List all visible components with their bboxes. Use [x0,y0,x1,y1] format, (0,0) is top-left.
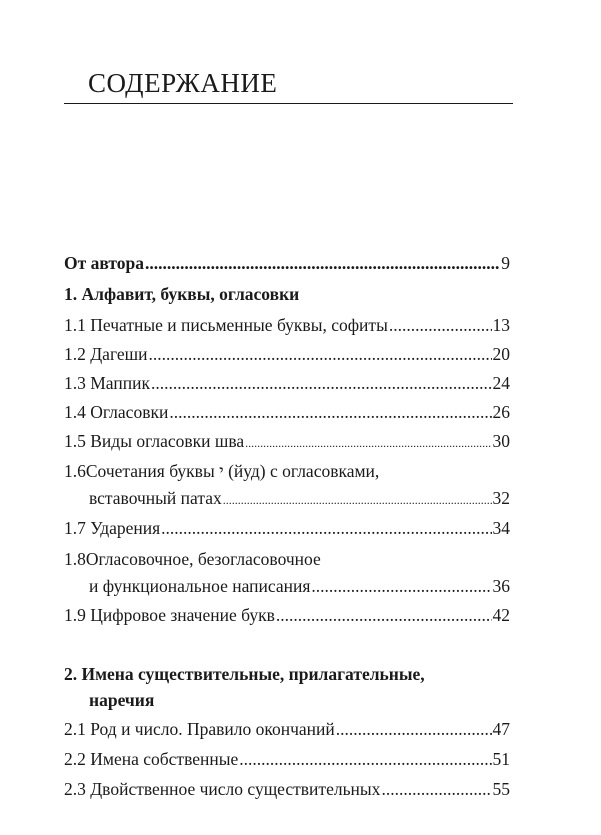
dot-leader [245,434,491,452]
dot-leader [223,491,492,509]
toc-entry-page: 47 [492,719,510,739]
dot-leader [239,748,491,770]
toc-entry-page: 26 [492,402,510,422]
toc-entry-title: Виды огласовки шва [90,431,245,451]
toc-entry-1-4[interactable] [64,393,510,423]
toc-entry-1-7[interactable] [64,509,510,539]
chapter-title: 2. Имена существительные, прилагательные, [64,664,425,684]
toc-entry-title: Печатные и письменные буквы, софиты [90,315,388,335]
toc-entry-title: Маппик [90,373,150,393]
dot-leader [151,372,492,394]
toc-entry-2-1[interactable] [64,710,510,740]
toc-entry-number: 1.2 [64,344,91,364]
toc-entry-title: Огласовки [90,402,169,422]
toc-entry-title: Цифровое значение букв [90,605,275,625]
toc-entry-number: 1.9 [64,605,91,625]
dot-leader [169,401,491,423]
toc-entry-page: 42 [492,605,510,625]
page-title: СОДЕРЖАНИЕ [88,68,278,98]
toc-entry-number: 1.4 [64,402,91,422]
toc-entry-title: Сочетания буквы י (йуд) с огласовками, [85,461,380,481]
toc-entry-1-3[interactable] [64,364,510,394]
toc-entry-1-2[interactable] [64,335,510,365]
toc-entry-title: Дагеши [90,344,148,364]
toc-entry-number: 2.2 [64,749,91,769]
dot-leader [311,575,491,597]
toc-entry-number: 1.1 [64,315,91,335]
chapter-title-continued: наречия [89,690,155,710]
toc-entry-number: 2.3 [64,779,91,799]
dot-leader [389,314,492,336]
toc-entry-1-6-line2[interactable] [89,479,510,509]
toc-entry-page: 30 [492,431,510,451]
toc-entry-number: 1.6 [64,461,86,481]
toc-entry-title-continued: и функциональное написания [89,576,311,596]
toc-entry-2-2[interactable] [64,740,510,770]
dot-leader [381,778,491,800]
toc-entry-page: 20 [492,344,510,364]
toc-entry-page: 55 [492,779,510,799]
chapter-heading-1[interactable] [64,275,510,305]
toc-entry-1-9[interactable] [64,596,510,626]
chapter-title: 1. Алфавит, буквы, огласовки [64,284,300,304]
toc-entry-page: 51 [492,749,510,769]
dot-leader [149,343,492,365]
toc-entry-page: 34 [492,518,510,538]
toc-entry-number: 1.7 [64,518,91,538]
dot-leader [276,604,492,626]
toc-entry-number: 2.1 [64,719,91,739]
toc-entry-title: Двойственное число существительных [90,779,381,799]
title-rule [64,103,513,104]
toc-entry-title: Огласовочное, безогласовочное [85,549,321,569]
dot-leader [161,517,491,539]
toc-entry-author[interactable] [64,244,510,274]
toc-entry-page: 24 [492,373,510,393]
toc-entry-page: 13 [492,315,510,335]
chapter-heading-2-line2[interactable] [89,681,510,711]
toc-entry-page: 32 [492,488,510,508]
toc-entry-title: Имена собственные [90,749,239,769]
toc-entry-1-8-line2[interactable] [89,567,510,597]
dot-leader [336,718,492,740]
dot-leader [145,252,500,274]
toc-entry-1-8-line1[interactable] [64,540,510,570]
toc-entry-1-1[interactable] [64,306,510,336]
toc-entry-number: 1.8 [64,549,86,569]
toc-entry-1-6-line1[interactable] [64,452,510,482]
toc-entry-title: Ударения [90,518,161,538]
toc-entry-number: 1.5 [64,431,91,451]
toc-entry-page: 36 [492,576,510,596]
toc-entry-page: 9 [501,253,510,273]
toc-entry-1-5[interactable] [64,422,510,452]
toc-entry-title: Род и число. Правило окончаний [90,719,335,739]
toc-entry-2-3[interactable] [64,770,510,800]
toc-entry-number: 1.3 [64,373,91,393]
toc-entry-title: От автора [64,253,144,273]
toc-entry-title-continued: вставочный патах [89,488,222,508]
